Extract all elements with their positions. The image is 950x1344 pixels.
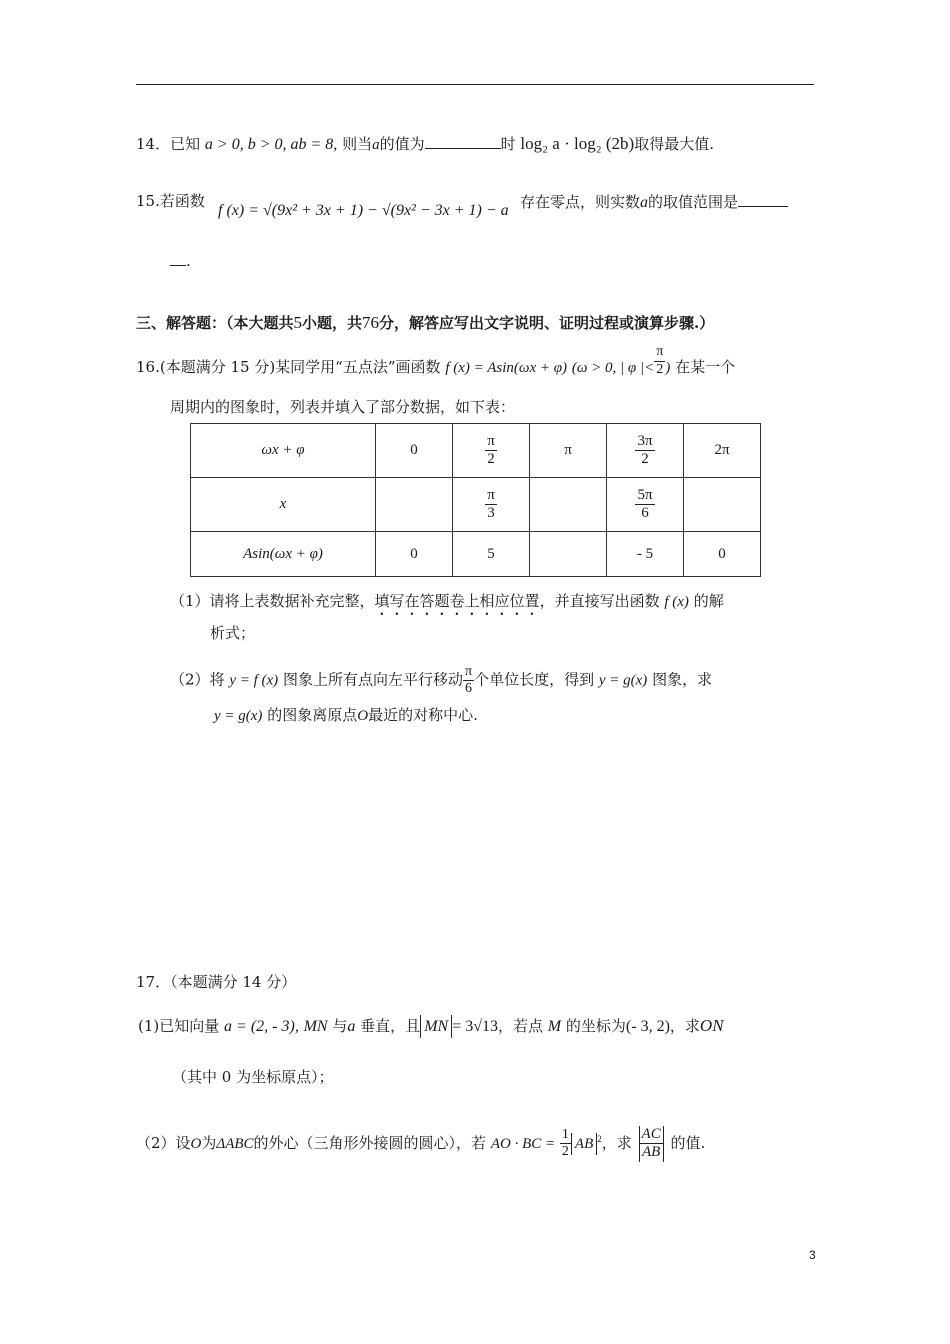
question-14 [136, 134, 714, 154]
table-row [191, 478, 761, 532]
q17-p1-eq: = 3√13 [452, 1018, 498, 1035]
q14-answer-blank[interactable] [425, 134, 501, 149]
fraction: $\frac{\pi}{3}$ [487, 486, 495, 521]
page-number: 3 [809, 1248, 816, 1262]
q16-condition-close: ) [665, 360, 671, 376]
q17-p1-coord: (- 3, 2) [625, 1018, 670, 1035]
q14-text-1: 已知 [170, 135, 201, 153]
q16-p2-text-a: （2）将 [170, 670, 225, 689]
q16-part-1 [170, 592, 724, 619]
q14-text-2: 则当 [342, 135, 373, 153]
q16-text-2: 在某一个 [675, 358, 736, 376]
q15-tail: . [186, 252, 191, 270]
section-3-count: 5 [293, 313, 303, 332]
q16-p2-text-c: 个单位长度，得到 [474, 670, 595, 689]
fraction: $\frac{3\pi}{2}$ [637, 432, 653, 467]
question-15 [136, 192, 205, 210]
q17-p2-half: $\frac{1}{2}$ [561, 1127, 569, 1160]
q15-number: 15. [136, 192, 160, 210]
question-16 [136, 344, 736, 378]
q17-p1-MN: MN [303, 1018, 328, 1035]
q16-p1-text-c: 的解 [693, 592, 724, 610]
q17-p2-square: 2 [597, 1133, 602, 1144]
table-cell [453, 478, 530, 532]
q15-var-a: a [640, 194, 649, 211]
q14-var-a: a [372, 137, 380, 153]
q16-p2-origin: O [357, 708, 369, 724]
q16-pi-sixth: $\frac{\pi}{6}$ [464, 664, 473, 697]
section-3-text-2: 小题，共 [302, 314, 363, 332]
table-cell [607, 478, 684, 532]
q17-p1-text-f: ，求 [669, 1017, 700, 1035]
q16-pi-half: $\frac{\pi}{2}$ [656, 344, 664, 377]
q17-p2-text-e: 的值. [670, 1133, 706, 1152]
table-cell: π [530, 424, 607, 478]
q17-p1-M: M [547, 1018, 562, 1035]
q16-p2-f: y = f (x) [229, 672, 279, 689]
q17-p2-text-d: ，求 [601, 1133, 632, 1152]
q17-p1-text-g: （其中 0 为坐标原点）； [172, 1068, 334, 1086]
q17-p1-text-c: 垂直，且 [360, 1017, 421, 1035]
q15-answer-blank-cont[interactable] [170, 251, 186, 266]
q17-part-2 [136, 1126, 705, 1162]
q15-function: f (x) = √(9x² + 3x + 1) − √(9x² − 3x + 1) − a [218, 202, 509, 219]
table-header-cell: x [191, 478, 376, 532]
q16-p2-text-d: 图象，求 [652, 670, 713, 689]
q15-rest [520, 192, 788, 212]
q17-p1-ON: ON [699, 1016, 724, 1035]
section-3-points: 76 [362, 313, 380, 332]
q14-log-expression: log₂ a · log₂ (2b) [520, 134, 635, 153]
table-cell[interactable] [530, 478, 607, 532]
q16-p2-text-f: 最近的对称中心. [368, 706, 478, 724]
q16-function: f (x) = Asin(ωx + φ) [445, 360, 568, 376]
q17-p2-abs-AB: AB [571, 1133, 597, 1155]
q15-text-2: 存在零点，则实数 [520, 193, 641, 211]
q17-part-1 [138, 1016, 724, 1036]
q16-p2-g2: y = g(x) [214, 708, 263, 724]
q17-p2-text-a: （2）设 [136, 1133, 191, 1152]
q17-p2-triangle: ΔABC [216, 1135, 254, 1152]
q15-text-3: 的取值范围是 [648, 193, 739, 211]
fraction: $\frac{5\pi}{6}$ [637, 486, 653, 521]
q14-text-4: 时 [500, 135, 516, 153]
q17-p2-dot-product: AO · BC = [490, 1135, 556, 1152]
q17-p1-a: a [347, 1018, 356, 1035]
table-cell [453, 424, 530, 478]
section-3-text-3: 分，解答应写出文字说明、证明过程或演算步骤.） [379, 314, 715, 332]
table-cell[interactable] [530, 532, 607, 577]
q14-number: 14． [136, 135, 171, 153]
q14-condition: a > 0, b > 0, ab = 8, [204, 136, 338, 153]
table-cell [607, 424, 684, 478]
table-row [191, 532, 761, 577]
q17-p2-text-c: 的外心（三角形外接圆的圆心），若 [253, 1133, 487, 1152]
q17-p1-text-b: 与 [332, 1017, 348, 1035]
q15-blank-cont [170, 251, 191, 270]
q17-p2-O: O [190, 1135, 202, 1152]
q16-text-3: 周期内的图象时，列表并填入了部分数据，如下表： [170, 398, 516, 416]
table-cell[interactable] [684, 478, 761, 532]
q17-p2-ratio: $\frac{AC}{AB}$ [637, 1126, 666, 1162]
q17-number: 17． [136, 973, 171, 991]
header-rule [136, 84, 814, 85]
q16-text-1: (本题满分 15 分)某同学用“五点法”画函数 [159, 358, 441, 376]
table-cell: 0 [376, 424, 453, 478]
table-cell[interactable] [376, 478, 453, 532]
q16-p1-text-a: （1）请将上表数据补充完整， [170, 592, 375, 610]
table-cell: 2π [684, 424, 761, 478]
table-cell: - 5 [607, 532, 684, 577]
q17-p1-text-e: 的坐标为 [565, 1017, 626, 1035]
q16-p1-function: f (x) [664, 594, 689, 610]
q16-number: 16. [136, 358, 160, 376]
q15-answer-blank[interactable] [738, 192, 788, 207]
q16-p1-emphasis: 填写在答题卷上相应位置 [374, 592, 540, 610]
q16-p1-text-d: 析式； [210, 624, 256, 642]
table-cell: 5 [453, 532, 530, 577]
five-point-table [190, 423, 761, 577]
section-3-heading [136, 313, 714, 333]
table-row [191, 424, 761, 478]
q17-p1-abs-MN: MN [420, 1015, 452, 1038]
q17-p1-text-d: ，若点 [498, 1017, 544, 1035]
q16-p1-text-b: ，并直接写出函数 [539, 592, 660, 610]
fraction: $\frac{\pi}{2}$ [487, 432, 495, 467]
table-header-cell: ωx + φ [191, 424, 376, 478]
q15-text-1: 若函数 [159, 192, 205, 210]
table-header-cell: Asin(ωx + φ) [191, 532, 376, 577]
q16-p2-text-b: 图象上所有点向左平行移动 [282, 670, 463, 689]
q17-p1-vector: a = (2, - 3), [224, 1018, 299, 1035]
q16-p2-g: y = g(x) [598, 672, 648, 689]
q14-text-5: 取得最大值. [634, 135, 715, 153]
table-cell: 0 [684, 532, 761, 577]
q16-part-2-cont [214, 706, 478, 725]
question-17 [136, 973, 296, 991]
q16-part-2 [170, 664, 712, 697]
section-3-text-1: 三、解答题：（本大题共 [136, 314, 294, 332]
q14-text-3: 的值为 [379, 135, 425, 153]
q17-p2-text-b: 为 [201, 1133, 217, 1152]
q16-condition: (ω > 0, | φ |< [571, 360, 655, 376]
q17-p1-text-a: (1)已知向量 [138, 1017, 220, 1035]
table-cell: 0 [376, 532, 453, 577]
q16-p2-text-e: 的图象离原点 [267, 706, 358, 724]
q17-text-1: （本题满分 14 分） [170, 973, 297, 991]
